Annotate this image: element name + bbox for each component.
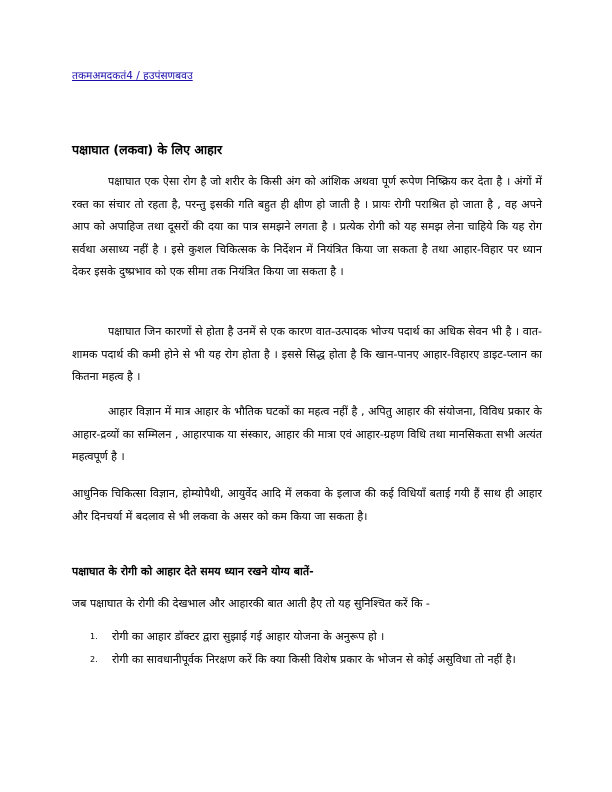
paragraph-1: पक्षाघात एक ऐसा रोग है जो शरीर के किसी अंग को आंशिक अथवा पूर्ण रूपेण निष्क्रिय कर देता है । अंगों में रक्त का संचार तो रहता है, परन्तु इसकी गति बहुत ही क्षीण हो जाती है । प्रायः रोगी पराश्रित हो जाता है , वह अपने आप को अपाहिज तथा दूसरों की दया का पात्र समझने लगता है । प्रत्येक रोगी को यह समझ लेना चाहिये कि यह रोग सर्वथा असाध्य नहीं है । इसे कुशल चिकित्सक के निर्देशन में नियंत्रित किया जा सकता है तथा आहार-विहार पर ध्यान देकर इसके दुष्प्रभाव को एक सीमा तक नियंत्रित किया जा सकता है । [72, 175, 542, 278]
subheading: पक्षाघात के रोगी को आहार देते समय ध्यान रखने योग्य बातें- [72, 565, 314, 578]
paragraph-4: आधुनिक चिकित्सा विज्ञान, होम्योपैथी, आयुर्वेद आदि में लकवा के इलाज की कई विधियाँ बताई गयी हैं साथ ही आहार और दिनचर्या में बदलाव से भी लकवा के असर को कम किया जा सकता है। [72, 487, 542, 523]
paragraph-2: पक्षाघात जिन कारणों से होता है उनमें से एक कारण वात-उत्पादक भोज्य पदार्थ का अधिक सेवन भी है । वात-शामक पदार्थ की कमी होने से भी यह रोग होता है । इससे सिद्ध होता है कि खान-पानए आहार-विहारए डाइट-प्लान का कितना महत्व है । [72, 325, 542, 383]
list-item [72, 626, 542, 649]
paragraph-3: आहार विज्ञान में मात्र आहार के भौतिक घटकों का महत्व नहीं है , अपितु आहार की संयोजना, विविध प्रकार के आहार-द्रव्यों का सम्मिलन , आहारपाक या संस्कार, आहार की मात्रा एवं आहार-ग्रहण विधि तथा मानसिकता सभी अत्यंत महत्वपूर्ण है । [72, 405, 542, 463]
article-title: पक्षाघात (लकवा) के लिए आहार [72, 142, 223, 157]
header-link[interactable]: तकमअमदकतं4 / हउपंसणबवउ [72, 70, 193, 82]
list-number: 2. [90, 654, 98, 664]
list-number: 1. [90, 632, 98, 641]
intro-line: जब पक्षाघात के रोगी की देखभाल और आहारकी बात आती हैए तो यह सुनिश्चित करें कि - [72, 597, 430, 610]
list-text: रोगी का आहार डॉक्टर द्वारा सुझाई गई आहार योजना के अनुरूप हो । [112, 630, 385, 643]
list-item [72, 649, 542, 672]
guideline-list [72, 626, 542, 671]
list-text: रोगी का सावधानीपूर्वक निरक्षण करें कि क्या किसी विशेष प्रकार के भोजन से कोई असुविधा तो नहीं है। [112, 652, 516, 666]
